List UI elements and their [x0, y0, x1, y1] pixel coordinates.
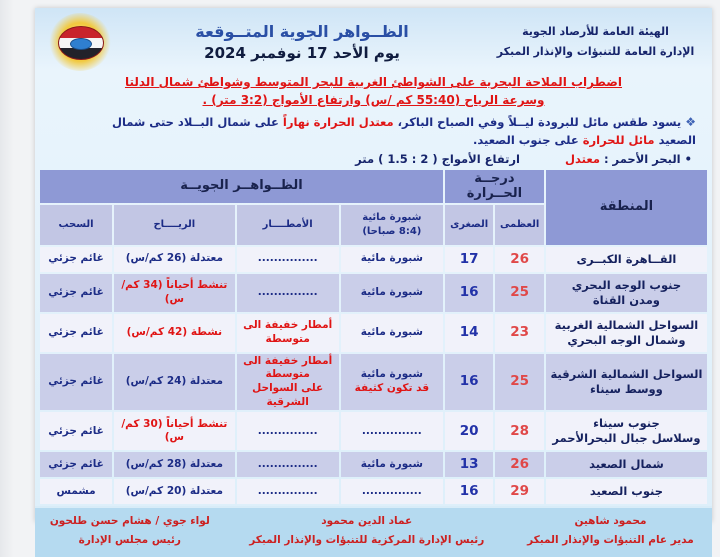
cell-region: السواحل الشمالية الغربية وشمال الوجه البحري [546, 314, 707, 352]
cell-wind: معتدلة (26 كم/س) [114, 247, 235, 272]
signatures-footer [35, 506, 712, 557]
red-sea-status-row [35, 152, 692, 166]
org-line2: الإدارة العامة للتنبؤات والإنذار المبكر [496, 45, 695, 58]
column-region: المنطقة [546, 170, 707, 245]
weather-forecast-document [35, 8, 712, 547]
cell-region: جنوب الصعيد [546, 479, 707, 504]
cell-temp-max: 28 [495, 412, 543, 450]
red-sea-condition: معتدل [565, 151, 600, 166]
dot-bullet-icon: • [684, 151, 692, 166]
cell-temp-min: 16 [445, 479, 493, 504]
column-rain: الأمطــــار [237, 205, 339, 245]
summary-seg1: يسود طقس مائل للبرودة ليــلاً وفي الصباح الباكر، [393, 115, 682, 129]
cell-wind: معتدلة (20 كم/س) [114, 479, 235, 504]
table-row [40, 354, 707, 411]
cell-temp-max: 25 [495, 354, 543, 411]
cell-temp-max: 23 [495, 314, 543, 352]
wave-height-range: ( 1.5 : 2 ) [378, 151, 438, 166]
signature-name: عماد الدين محمود [321, 515, 413, 528]
cell-clouds: غائم جزئي [40, 354, 112, 411]
cell-clouds: غائم جزئي [40, 452, 112, 477]
summary-seg2: معتدل الحرارة نهاراً [282, 115, 394, 129]
column-wind: الريــــاح [114, 205, 235, 245]
signature-name: محمود شاهين [574, 515, 647, 528]
cell-wind: معتدلة (24 كم/س) [114, 354, 235, 411]
column-group-phenomena: الظــواهــر الجويــة [40, 170, 443, 203]
forecast-date: يوم الأحد 17 نوفمبر 2024 [204, 44, 400, 62]
logo-globe [70, 38, 92, 50]
cell-fog: ............... [341, 412, 443, 450]
marine-warning-line1: اضطراب الملاحة البحرية على الشواطئ الغربية للبحر المتوسط وشواطئ شمال الدلتا [124, 75, 623, 89]
signature-name: لواء جوي / هشام حسن طلحون [49, 515, 210, 528]
signature-left [35, 512, 225, 550]
forecast-table [38, 168, 709, 507]
cell-fog: شبورة مائية [341, 274, 443, 312]
cell-fog: شبورة مائية قد تكون كثيفة [341, 354, 443, 411]
cell-temp-min: 16 [445, 354, 493, 411]
cell-rain: ............... [237, 247, 339, 272]
cell-wind: تنشط أحياناً (34 كم/س) [114, 274, 235, 312]
column-fog: شبورة مائية (8:4 صباحا) [341, 205, 443, 245]
table-row [40, 274, 707, 312]
cell-temp-min: 13 [445, 452, 493, 477]
red-sea-label: • البحر الأحمر : معتدل [565, 151, 692, 166]
cell-temp-min: 20 [445, 412, 493, 450]
cell-rain: أمطار خفيفة الى متوسطة على السواحل الشرقية [237, 354, 339, 411]
table-row [40, 247, 707, 272]
forecast-table-wrap [35, 168, 712, 507]
cell-temp-max: 26 [495, 452, 543, 477]
cell-temp-max: 29 [495, 479, 543, 504]
column-group-temperature: درجــة الحــرارة [445, 170, 544, 203]
cell-region: جنوب الوجه البحري ومدن القناة [546, 274, 707, 312]
org-line1: الهيئة العامة للأرصاد الجوية [522, 25, 669, 39]
signature-center [225, 512, 509, 550]
cell-temp-max: 26 [495, 247, 543, 272]
summary-seg4: مائل للحرارة [582, 132, 655, 147]
cell-temp-min: 17 [445, 247, 493, 272]
column-clouds: السحب [40, 205, 112, 245]
cell-clouds: غائم جزئي [40, 314, 112, 352]
cell-rain: أمطار خفيفة الى متوسطة [237, 314, 339, 352]
cell-fog: شبورة مائية [341, 247, 443, 272]
cell-fog: شبورة مائية [341, 452, 443, 477]
table-row [40, 452, 707, 477]
cell-clouds: غائم جزئي [40, 274, 112, 312]
table-row [40, 479, 707, 504]
cell-rain: ............... [237, 479, 339, 504]
cell-rain: ............... [237, 412, 339, 450]
cell-clouds: مشمس [40, 479, 112, 504]
table-row [40, 412, 707, 450]
column-temp-min: الصغرى [445, 205, 493, 245]
red-sea-wave-height: ارتفاع الأمواج ( 1.5 : 2 ) متر [355, 151, 520, 166]
cell-temp-min: 16 [445, 274, 493, 312]
org-name-block [493, 22, 698, 62]
forecast-table-body [40, 247, 707, 505]
signature-title: رئيس الإدارة المركزية للتنبؤات والإنذار المبكر [249, 534, 485, 547]
cell-temp-min: 14 [445, 314, 493, 352]
cell-region: جنوب سيناء وسلاسل جبال البحرالأحمر [546, 412, 707, 450]
page-title: الظــواهر الجوية المتــوقعة [195, 22, 409, 41]
cell-wind: نشطة (42 كم/س) [114, 314, 235, 352]
cell-rain: ............... [237, 274, 339, 312]
cell-region: السواحل الشمالية الشرقية ووسط سيناء [546, 354, 707, 411]
cell-clouds: غائم جزئي [40, 412, 112, 450]
cell-clouds: غائم جزئي [40, 247, 112, 272]
meteorological-authority-logo-icon [49, 13, 111, 71]
cell-fog: ............... [341, 479, 443, 504]
summary-seg3: على شمال البــلاد حتى شمال الصعيد [111, 115, 696, 147]
cell-wind: تنشط أحياناً (30 كم/س) [114, 412, 235, 450]
signature-title: مدير عام التنبؤات والإنذار المبكر [527, 534, 694, 547]
marine-warning-line2: وسرعة الرياح (55:40 كم /س) وارتفاع الأمواج (3:2 متر) . [202, 93, 545, 107]
summary-seg5: على جنوب الصعيد. [472, 132, 583, 147]
marine-warning [35, 73, 712, 109]
cell-fog: شبورة مائية [341, 314, 443, 352]
table-row [40, 314, 707, 352]
signature-title: رئيس مجلس الإدارة [78, 534, 181, 547]
signature-right [509, 512, 712, 550]
diamond-bullet-icon: ❖ [685, 115, 696, 129]
cell-temp-max: 25 [495, 274, 543, 312]
cell-region: شمال الصعيد [546, 452, 707, 477]
cell-wind: معتدلة (28 كم/س) [114, 452, 235, 477]
column-temp-max: العظمى [495, 205, 543, 245]
cell-rain: ............... [237, 452, 339, 477]
table-header-band [40, 170, 707, 203]
weather-summary [35, 109, 712, 150]
cell-region: القــاهرة الكبــرى [546, 247, 707, 272]
document-header [35, 8, 712, 71]
title-block [195, 22, 408, 62]
